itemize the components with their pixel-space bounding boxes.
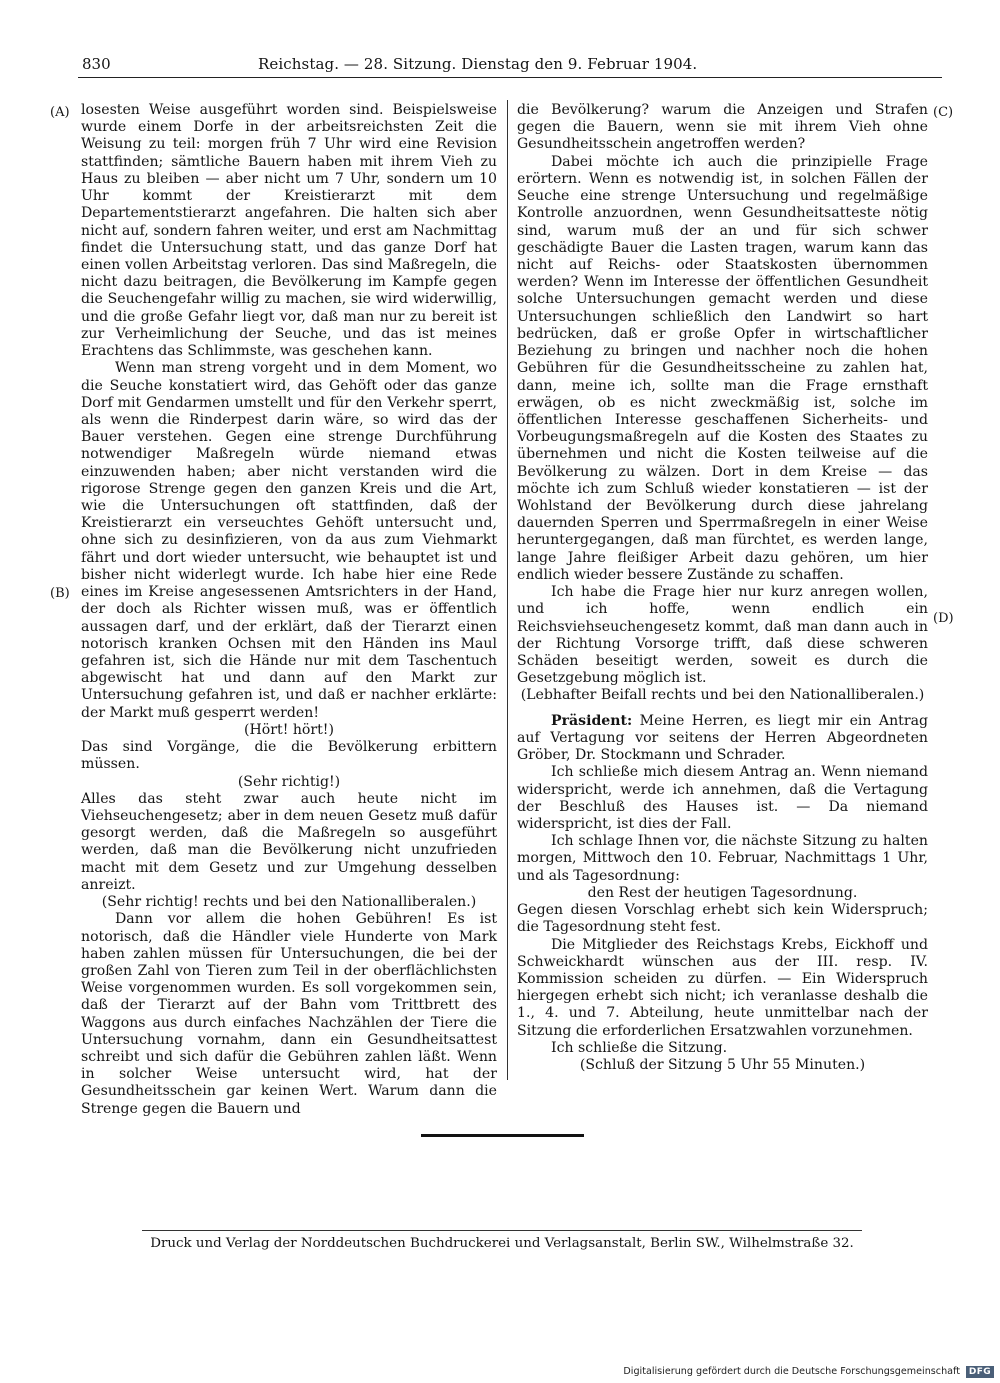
dfg-notice-text: Digitalisierung gefördert durch die Deutsche Forschungsgemeinschaft — [623, 1366, 960, 1377]
paragraph: losesten Weise ausgeführt worden sind. Beispielsweise wurde einem Dorfe in der arbeitsreichsten Zeit die Weisung zu teil: morgen früh 7 Uhr wird eine Revision stattfinden; sämtliche Bauern haben mit ihrem Vieh zu Haus zu bleiben — aber nicht um 7 Uhr, sondern um 10 Uhr kommt der Kreistierarzt mit dem Departementstierarzt angefahren. Die halten sich aber nicht auf, sondern fahren weiter, und erst am Nachmittag findet die Untersuchung statt, und das ganze Dorf hat einen vollen Arbeitstag verloren. Das sind Maßregeln, die nicht dazu beitragen, die Bevölkerung im Kampfe gegen die Seuchengefahr willig zu machen, sie wird widerwillig, und die große Gefahr liegt vor, daß man nur zu bereit ist zur Verheimlichung der Seuche, und das ist meines Erachtens das Schlimmste, was geschehen kann. — [81, 102, 497, 360]
speaker-label: Präsident: — [551, 712, 633, 729]
left-column — [81, 102, 497, 1118]
agenda-item: den Rest der heutigen Tagesordnung. — [587, 884, 858, 901]
paragraph: Die Mitglieder des Reichstags Krebs, Eickhoff und Schweickhardt wünschen aus der III. resp. IV. Kommission scheiden zu dürfen. — Ein Widerspruch hiergegen erhebt sich nicht; ich veranlasse deshalb die 1., 4. und 7. Abteilung, heute unmittelbar nach der Sitzung die erforderlichen Ersatzwahlen vorzunehmen. — [517, 936, 928, 1039]
paragraph: Ich schließe mich diesem Antrag an. Wenn niemand widerspricht, werde ich annehmen, daß die Vertagung der Beschluß des Hauses ist. — Da niemand widerspricht, ist dies der Fall. — [517, 764, 928, 832]
page-header — [78, 55, 942, 78]
right-column — [517, 102, 928, 1074]
paragraph: Ich habe die Frage hier nur kurz anregen wollen, und ich hoffe, wenn endlich ein Reichsviehseuchengesetz kommt, daß man dann auch in der Richtung Vorsorge trifft, daß diese schweren Schäden beseitigt werden, soweit es durch die Gesetzgebung möglich ist. — [517, 584, 928, 687]
paragraph: Dann vor allem die hohen Gebühren! Es ist notorisch, daß die Händler viele Hunderte von Mark haben zahlen müssen für Untersuchungen, die bei der großen Zahl von Tieren zum Teil in der oberflächlichsten Weise vorgenommen wurden. Es soll vorgekommen sein, daß der Tierarzt auf der Bahn vom Trittbrett des Waggons aus durch einfaches Nachzählen der Tiere die Untersuchung vornahm, dann ein Gesundheitsattest schreibt und sich dafür die Gebühren zahlen läßt. Wenn in solcher Weise untersucht wird, hat der Gesundheitsschein gar keinen Wert. Warum dann die Strenge gegen die Bauern und — [81, 911, 497, 1117]
paragraph: die Bevölkerung? warum die Anzeigen und Strafen gegen die Bauern, wenn sie mit ihrem Vieh ohne Gesundheitsschein angetroffen werden? — [517, 102, 928, 153]
paragraph: Ich schließe die Sitzung. — [551, 1039, 728, 1056]
paragraph: Das sind Vorgänge, die die Bevölkerung erbittern müssen. — [81, 739, 497, 773]
interjection: (Schluß der Sitzung 5 Uhr 55 Minuten.) — [579, 1057, 866, 1074]
footer-rule — [142, 1230, 862, 1231]
running-title: Reichstag. — 28. Sitzung. Dienstag den 9. Februar 1904. — [258, 55, 698, 73]
dfg-logo: DFG — [966, 1366, 994, 1378]
paragraph-president — [517, 713, 928, 765]
speech-text: Meine Herren, es liegt mir ein Antrag auf Vertagung vor seitens der Herren Abgeordneten Gröber, Dr. Stockmann und Schrader. — [517, 712, 928, 764]
margin-label-b: (B) — [50, 586, 70, 601]
interjection: (Lebhafter Beifall rechts und bei den Nationalliberalen.) — [520, 687, 925, 704]
margin-label-d: (D) — [933, 611, 954, 626]
margin-label-a: (A) — [50, 105, 70, 120]
paragraph: Wenn man streng vorgeht und in dem Moment, wo die Seuche konstatiert wird, das Gehöft oder das ganze Dorf mit Gendarmen umstellt und für den Verkehr sperrt, als wenn die Rinderpest darin wäre, so wird das der Bauer verstehen. Gegen eine strenge Durchführung notwendiger Maßregeln würde niemand etwas einzuwenden haben; aber nicht verstanden wird die rigorose Strenge gegen den ganzen Kreis und die Art, wie die Untersuchungen oft stattfinden, daß der Kreistierarzt ein verseuchtes Gehöft untersucht und, ohne sich zu desinfizieren, von da aus zum Viehmarkt fährt und dort wieder untersucht, wie behauptet ist und bisher nicht widerlegt wurde. Ich habe hier eine Rede eines im Kreise angesessenen Amtsrichters in der Hand, der doch als Richter wissen muß, was er öffentlich aussagen darf, und der erklärt, daß der Tierarzt einen notorisch kranken Ochsen mit den Händen ins Maul gefahren ist, sich die Hände nur mit dem Taschentuch abgewischt hat und dann auf den Markt zur Untersuchung gefahren ist, und daß er nachher erklärte: der Markt muß gesperrt werden! — [81, 360, 497, 721]
imprint: Druck und Verlag der Norddeutschen Buchdruckerei und Verlagsanstalt, Berlin SW., Wilhelmstraße 32. — [150, 1236, 854, 1251]
page-number: 830 — [82, 55, 111, 73]
end-rule — [421, 1134, 584, 1137]
paragraph: Gegen diesen Vorschlag erhebt sich kein Widerspruch; die Tagesordnung steht fest. — [517, 902, 928, 936]
interjection: (Sehr richtig! rechts und bei den Nationalliberalen.) — [101, 894, 477, 911]
interjection: (Hört! hört!) — [244, 721, 334, 738]
paragraph: Alles das steht zwar auch heute nicht im Viehseuchengesetz; aber in dem neuen Gesetz muß dafür gesorgt werden, daß die Maßregeln so ausgeführt werden, daß man die Bevölkerung nicht unzufrieden macht mit dem Gesetz und zur Umgehung desselben anreizt. — [81, 790, 497, 893]
paragraph: Dabei möchte ich auch die prinzipielle Frage erörtern. Wenn es notwendig ist, in solchen Fällen der Seuche eine strenge Untersuchung und regelmäßige Kontrolle anzuordnen, wenn Gesundheitsatteste nötig sind, warum muß der an und für sich schwer geschädigte Bauer die Lasten tragen, warum kann das nicht auf Reichs- oder Staatskosten übernommen werden? Wenn im Interesse der öffentlichen Gesundheit solche Untersuchungen gemacht werden und diese Untersuchungen schließlich den Landwirt so hart bedrücken, daß er große Opfer in wirtschaftlicher Beziehung zu bringen und nachher noch die hohen Gebühren für die Gesundheitsscheine zu zahlen hat, dann, meine ich, sollte man die Frage ernsthaft erwägen, ob es nicht zweckmäßig ist, solche im öffentlichen Interesse geschaffenen Sicherheits- und Vorbeugungsmaßregeln auf die Kosten des Staates zu übernehmen und nicht die Kosten teilweise auf die Bevölkerung zu wälzen. Dort in dem Kreise — das möchte ich zum Schluß wieder konstatieren — ist der Wohlstand der Bevölkerung durch diese jahrelang dauernden Sperren und Sperrmaßregeln in einer Weise heruntergegangen, daß man fürchtet, es werden lange, lange Jahre fleißiger Arbeit dazu gehören, um hier endlich wieder bessere Zustände zu schaffen. — [517, 153, 928, 583]
column-divider — [507, 100, 508, 1080]
margin-label-c: (C) — [933, 105, 954, 120]
dfg-notice — [623, 1364, 996, 1380]
interjection: (Sehr richtig!) — [237, 773, 341, 790]
paragraph: Ich schlage Ihnen vor, die nächste Sitzung zu halten morgen, Mittwoch den 10. Februar, Nachmittags 1 Uhr, und als Tagesordnung: — [517, 833, 928, 884]
